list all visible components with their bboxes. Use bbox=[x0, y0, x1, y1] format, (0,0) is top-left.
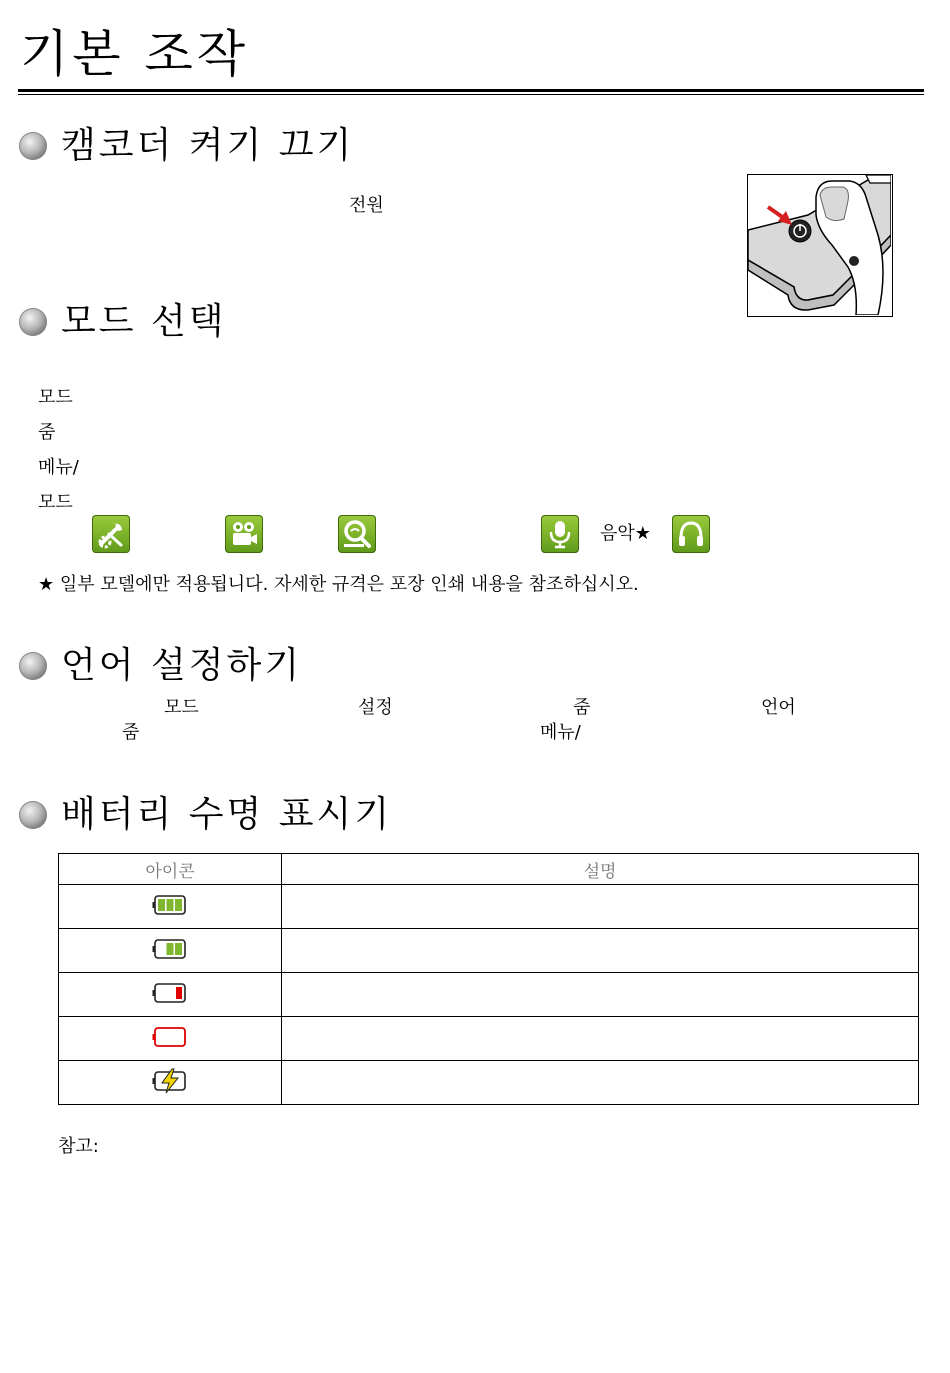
mode-line-4: 모드 bbox=[38, 492, 73, 513]
mode-line-3: 메뉴/ bbox=[38, 457, 79, 478]
table-cell-description bbox=[282, 885, 919, 929]
table-row bbox=[59, 929, 919, 973]
mode-line-1: 모드 bbox=[38, 387, 73, 408]
mode-line-2: 줌 bbox=[38, 422, 56, 443]
voice-recorder-icon bbox=[541, 515, 579, 553]
video-camera-icon bbox=[225, 515, 263, 553]
battery-indicator-table bbox=[58, 853, 919, 1105]
table-cell-description bbox=[282, 1017, 919, 1061]
table-cell-description bbox=[282, 973, 919, 1017]
finger-press-power-icon bbox=[748, 175, 891, 315]
table-row bbox=[59, 973, 919, 1017]
music-icon bbox=[672, 515, 710, 553]
table-cell-description bbox=[282, 929, 919, 973]
section-language-heading bbox=[19, 646, 302, 686]
language-language-label: 언어 bbox=[761, 697, 796, 718]
page-title: 기본 조작 bbox=[20, 25, 250, 83]
section-title: 모드 선택 bbox=[61, 301, 227, 342]
power-label: 전원 bbox=[349, 195, 384, 216]
bullet-icon bbox=[19, 308, 47, 336]
battery-two-thirds-icon bbox=[152, 938, 188, 960]
language-menu-label: 메뉴/ bbox=[540, 722, 581, 743]
section-title: 배터리 수명 표시기 bbox=[61, 794, 393, 835]
title-rule-thick bbox=[18, 89, 924, 92]
battery-empty-icon bbox=[152, 1026, 188, 1048]
bullet-icon bbox=[19, 801, 47, 829]
table-row bbox=[59, 885, 919, 929]
music-label: 음악★ bbox=[600, 523, 651, 544]
language-zoom-label-2: 줌 bbox=[122, 722, 140, 743]
table-cell-description bbox=[282, 1061, 919, 1105]
table-header-description: 설명 bbox=[282, 854, 919, 885]
model-footnote: ★ 일부 모델에만 적용됩니다. 자세한 규격은 포장 인쇄 내용을 참조하십시오. bbox=[38, 574, 639, 595]
bullet-icon bbox=[19, 132, 47, 160]
battery-low-icon bbox=[152, 982, 188, 1004]
battery-charging-icon bbox=[152, 1068, 188, 1094]
section-mode-heading bbox=[19, 302, 227, 342]
table-row bbox=[59, 1061, 919, 1105]
section-title: 언어 설정하기 bbox=[61, 645, 303, 686]
settings-icon bbox=[92, 515, 130, 553]
bullet-icon bbox=[19, 652, 47, 680]
note-label: 참고: bbox=[58, 1136, 99, 1157]
language-zoom-label: 줌 bbox=[573, 697, 591, 718]
table-row bbox=[59, 1017, 919, 1061]
battery-full-icon bbox=[152, 894, 188, 916]
section-battery-heading bbox=[19, 795, 392, 835]
language-settings-label: 설정 bbox=[358, 697, 393, 718]
language-mode-label: 모드 bbox=[164, 697, 199, 718]
section-power-heading bbox=[19, 126, 354, 166]
table-header-row bbox=[59, 854, 919, 885]
playback-icon bbox=[338, 515, 376, 553]
section-title: 캠코더 켜기 끄기 bbox=[61, 125, 355, 166]
table-header-icon: 아이콘 bbox=[59, 854, 282, 885]
title-rule-thin bbox=[18, 94, 924, 95]
power-button-illustration bbox=[747, 174, 893, 317]
